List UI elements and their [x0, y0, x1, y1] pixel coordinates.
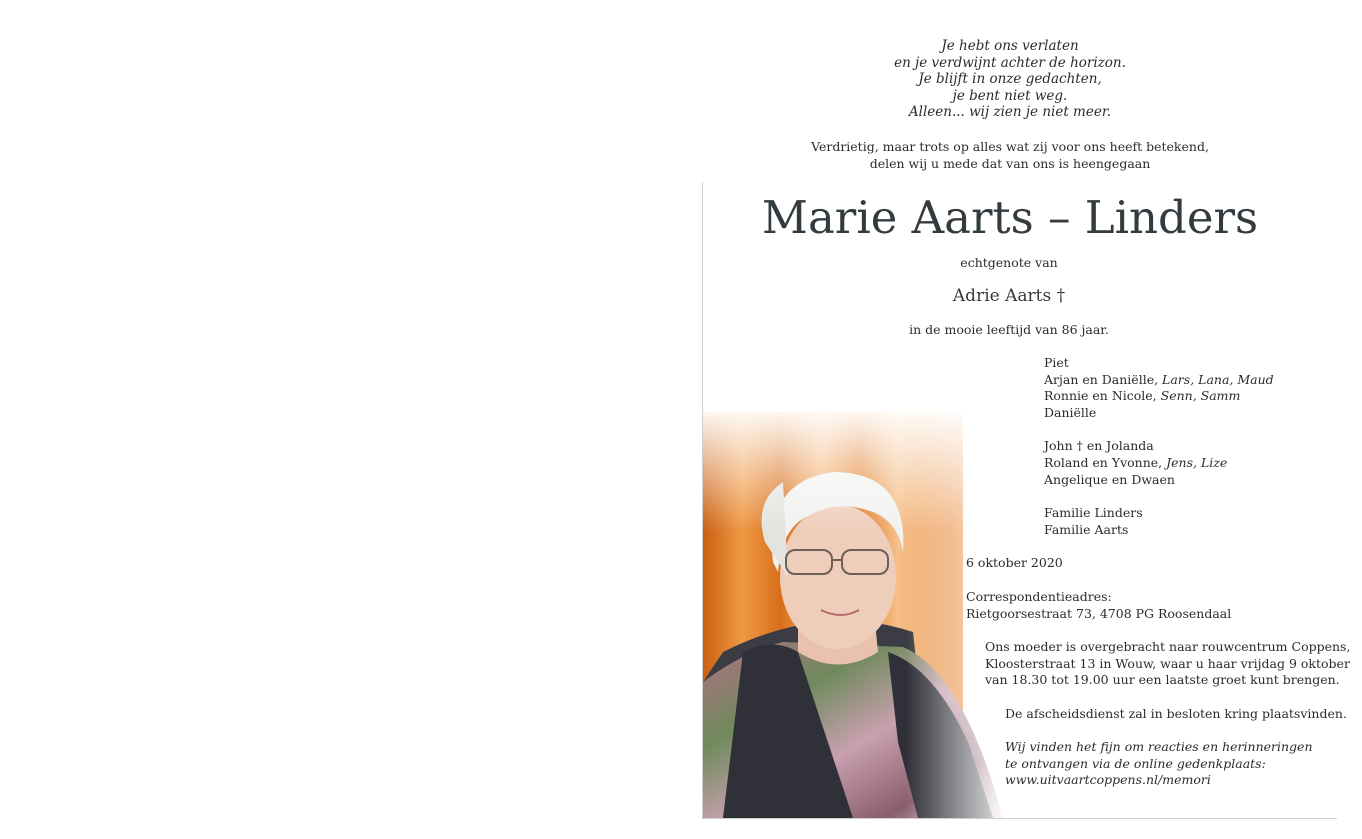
poem-line: je bent niet weg.: [952, 87, 1068, 104]
spouse-label: echtgenote van: [960, 255, 1058, 270]
grandchildren: Lars, Lana, Maud: [1162, 371, 1274, 387]
family-line: Familie Linders: [1044, 505, 1143, 521]
correspondence-street: Rietgoorsestraat 73, 4708 PG Roosendaal: [966, 605, 1232, 621]
intro-line: Verdrietig, maar trots op alles wat zij voor ons heeft betekend,: [811, 139, 1209, 154]
poem-line: en je verdwijnt achter de horizon.: [894, 54, 1126, 71]
memorial-link[interactable]: www.uitvaartcoppens.nl/memori: [1005, 772, 1211, 788]
poem: [810, 38, 1210, 121]
family-line: John † en Jolanda: [1044, 438, 1154, 454]
family-line: Familie Aarts: [1044, 521, 1129, 537]
reactions-info: [1005, 739, 1313, 789]
transfer-info: [985, 639, 1350, 689]
date-text: 6 oktober 2020: [966, 555, 1063, 570]
age-text: in de mooie leeftijd van 86 jaar.: [909, 322, 1109, 337]
correspondence-label: Correspondentieadres:: [966, 589, 1112, 604]
spouse-name: Adrie Aarts †: [952, 286, 1066, 306]
poem-line: Je hebt ons verlaten: [941, 38, 1079, 54]
family-line: Arjan en Daniëlle, Lars, Lana, Maud: [1044, 371, 1274, 387]
family-line: Piet: [1044, 355, 1069, 370]
poem-line: Je blijft in onze gedachten,: [918, 71, 1102, 88]
transfer-line: Kloosterstraat 13 in Wouw, waar u haar vrijdag 9 oktober: [985, 655, 1350, 671]
reactions-line: te ontvangen via de online gedenkplaats:: [1005, 755, 1266, 771]
family-line: Ronnie en Nicole, Senn, Samm: [1044, 388, 1241, 404]
intro-line: delen wij u mede dat van ons is heengegaan: [869, 155, 1151, 171]
correspondence-address: [966, 589, 1231, 622]
grandchildren: Senn, Samm: [1160, 388, 1241, 404]
service-info: De afscheidsdienst zal in besloten kring plaatsvinden.: [1005, 706, 1347, 721]
family-line: Daniëlle: [1044, 405, 1097, 421]
announcement-intro: [780, 139, 1240, 172]
grandchildren: Jens, Lize: [1166, 455, 1228, 471]
poem-line: Alleen... wij zien je niet meer.: [908, 104, 1112, 121]
transfer-line: van 18.30 tot 19.00 uur een laatste groet kunt brengen.: [985, 672, 1340, 688]
deceased-name: Marie Aarts – Linders: [761, 191, 1259, 244]
family-line: Roland en Yvonne, Jens, Lize: [1044, 455, 1228, 471]
family-list: [1044, 355, 1334, 539]
reactions-line: Wij vinden het fijn om reacties en herinneringen: [1005, 739, 1313, 754]
transfer-line: Ons moeder is overgebracht naar rouwcentrum Coppens,: [985, 639, 1351, 654]
family-line: Angelique en Dwaen: [1044, 471, 1175, 487]
